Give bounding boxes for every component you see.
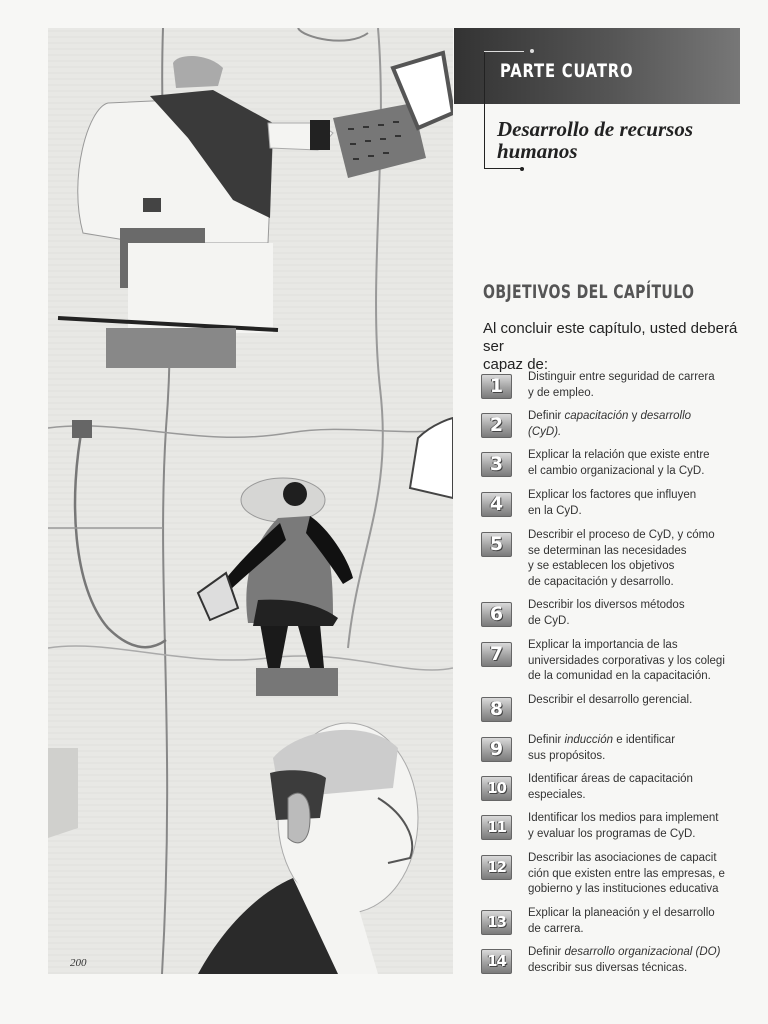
- objective-line: especiales.: [528, 788, 586, 801]
- page-number: 200: [70, 957, 87, 969]
- objective-line: Describir los diversos métodos: [528, 599, 685, 611]
- objective-text: [528, 488, 768, 519]
- objective-line: sus propósitos.: [528, 749, 606, 762]
- objective-line: Identificar los medios para implement: [528, 812, 719, 824]
- objective-text: [528, 528, 768, 590]
- intro-line-2: capaz de:: [483, 356, 549, 373]
- objective-line: [528, 425, 768, 441]
- illustration-art: [48, 28, 453, 974]
- objective-line: Explicar la importancia de las: [528, 639, 678, 651]
- part-label: PARTE CUATRO: [500, 60, 634, 82]
- objective-line: de capacitación y desarrollo.: [528, 575, 674, 588]
- objective-number-badge: 11: [481, 815, 512, 840]
- emphasis-term: (CyD).: [528, 425, 562, 438]
- objective-number-badge: 12: [481, 855, 512, 880]
- objective-number-badge: 6: [481, 602, 512, 627]
- objective-line: Explicar la planeación y el desarrollo: [528, 907, 715, 919]
- objective-line: gobierno y las instituciones educativa: [528, 883, 719, 895]
- part-title-line-2: humanos: [497, 139, 578, 163]
- objective-line: Describir el desarrollo gerencial.: [528, 694, 693, 706]
- bracket-dot-top: [530, 49, 534, 53]
- objective-text: [528, 733, 768, 764]
- objective-text: [528, 448, 768, 479]
- objective-text: [528, 906, 768, 937]
- objective-number-badge: 14: [481, 949, 512, 974]
- emphasis-term: inducción: [564, 734, 614, 746]
- objective-line: ción que existen entre las empresas, e: [528, 867, 725, 880]
- emphasis-term: capacitación: [564, 410, 629, 422]
- objective-line: de carrera.: [528, 922, 584, 935]
- objective-number-badge: 13: [481, 910, 512, 935]
- objective-line: de la comunidad en la capacitación.: [528, 670, 711, 682]
- objective-line: y de empleo.: [528, 386, 594, 399]
- objectives-intro: [483, 320, 743, 374]
- objective-line: y evaluar los programas de CyD.: [528, 827, 696, 840]
- objective-line: Describir las asociaciones de capacit: [528, 852, 717, 864]
- objective-line: describir sus diversas técnicas.: [528, 961, 688, 974]
- objective-text: [528, 851, 768, 898]
- objective-number-badge: 1: [481, 374, 512, 399]
- bracket-dot-bottom: [520, 167, 524, 171]
- objective-text: [528, 693, 768, 709]
- objective-number-badge: 2: [481, 413, 512, 438]
- objective-number-badge: 4: [481, 492, 512, 517]
- objective-text: [528, 945, 768, 976]
- objective-text: [528, 598, 768, 629]
- objective-text: [528, 772, 768, 803]
- part-title-line-1: Desarrollo de recursos: [497, 117, 694, 141]
- objective-text: [528, 409, 768, 440]
- objective-line: Explicar la relación que existe entre: [528, 449, 710, 461]
- objective-line: el cambio organizacional y la CyD.: [528, 464, 705, 477]
- objective-number-badge: 8: [481, 697, 512, 722]
- objectives-list: [481, 368, 768, 988]
- objective-number-badge: 5: [481, 532, 512, 557]
- part-bracket-decoration: [484, 51, 495, 169]
- text-run: y: [628, 410, 641, 422]
- objective-number-badge: 9: [481, 737, 512, 762]
- objective-line: de CyD.: [528, 614, 570, 627]
- objective-line: universidades corporativas y los colegi: [528, 654, 725, 667]
- objective-line: Identificar áreas de capacitación: [528, 773, 693, 785]
- objectives-heading: OBJETIVOS DEL CAPÍTULO: [483, 281, 695, 303]
- objective-line: en la CyD.: [528, 504, 582, 517]
- objective-line: [528, 409, 768, 425]
- text-run: Definir: [528, 734, 565, 746]
- objective-number-badge: 10: [481, 776, 512, 801]
- text-run: Definir: [528, 410, 565, 422]
- objective-text: [528, 370, 768, 401]
- emphasis-term: desarrollo organizacional (DO): [564, 946, 721, 958]
- text-run: e identificar: [613, 734, 676, 746]
- cover-illustration: [48, 28, 453, 974]
- objective-text: [528, 638, 768, 685]
- objective-line: [528, 733, 768, 749]
- objective-line: y se establecen los objetivos: [528, 560, 675, 572]
- objective-number-badge: 3: [481, 452, 512, 477]
- objective-line: Distinguir entre seguridad de carrera: [528, 371, 715, 383]
- objective-line: se determinan las necesidades: [528, 544, 687, 557]
- objective-number-badge: 7: [481, 642, 512, 667]
- emphasis-term: desarrollo: [640, 410, 692, 422]
- objective-line: [528, 945, 768, 961]
- intro-line-1: Al concluir este capítulo, usted deberá ser: [483, 320, 738, 355]
- objective-text: [528, 811, 768, 842]
- text-run: Definir: [528, 946, 565, 958]
- objective-line: Explicar los factores que influyen: [528, 489, 697, 501]
- part-title: [497, 118, 747, 162]
- objective-line: Describir el proceso de CyD, y cómo: [528, 529, 715, 541]
